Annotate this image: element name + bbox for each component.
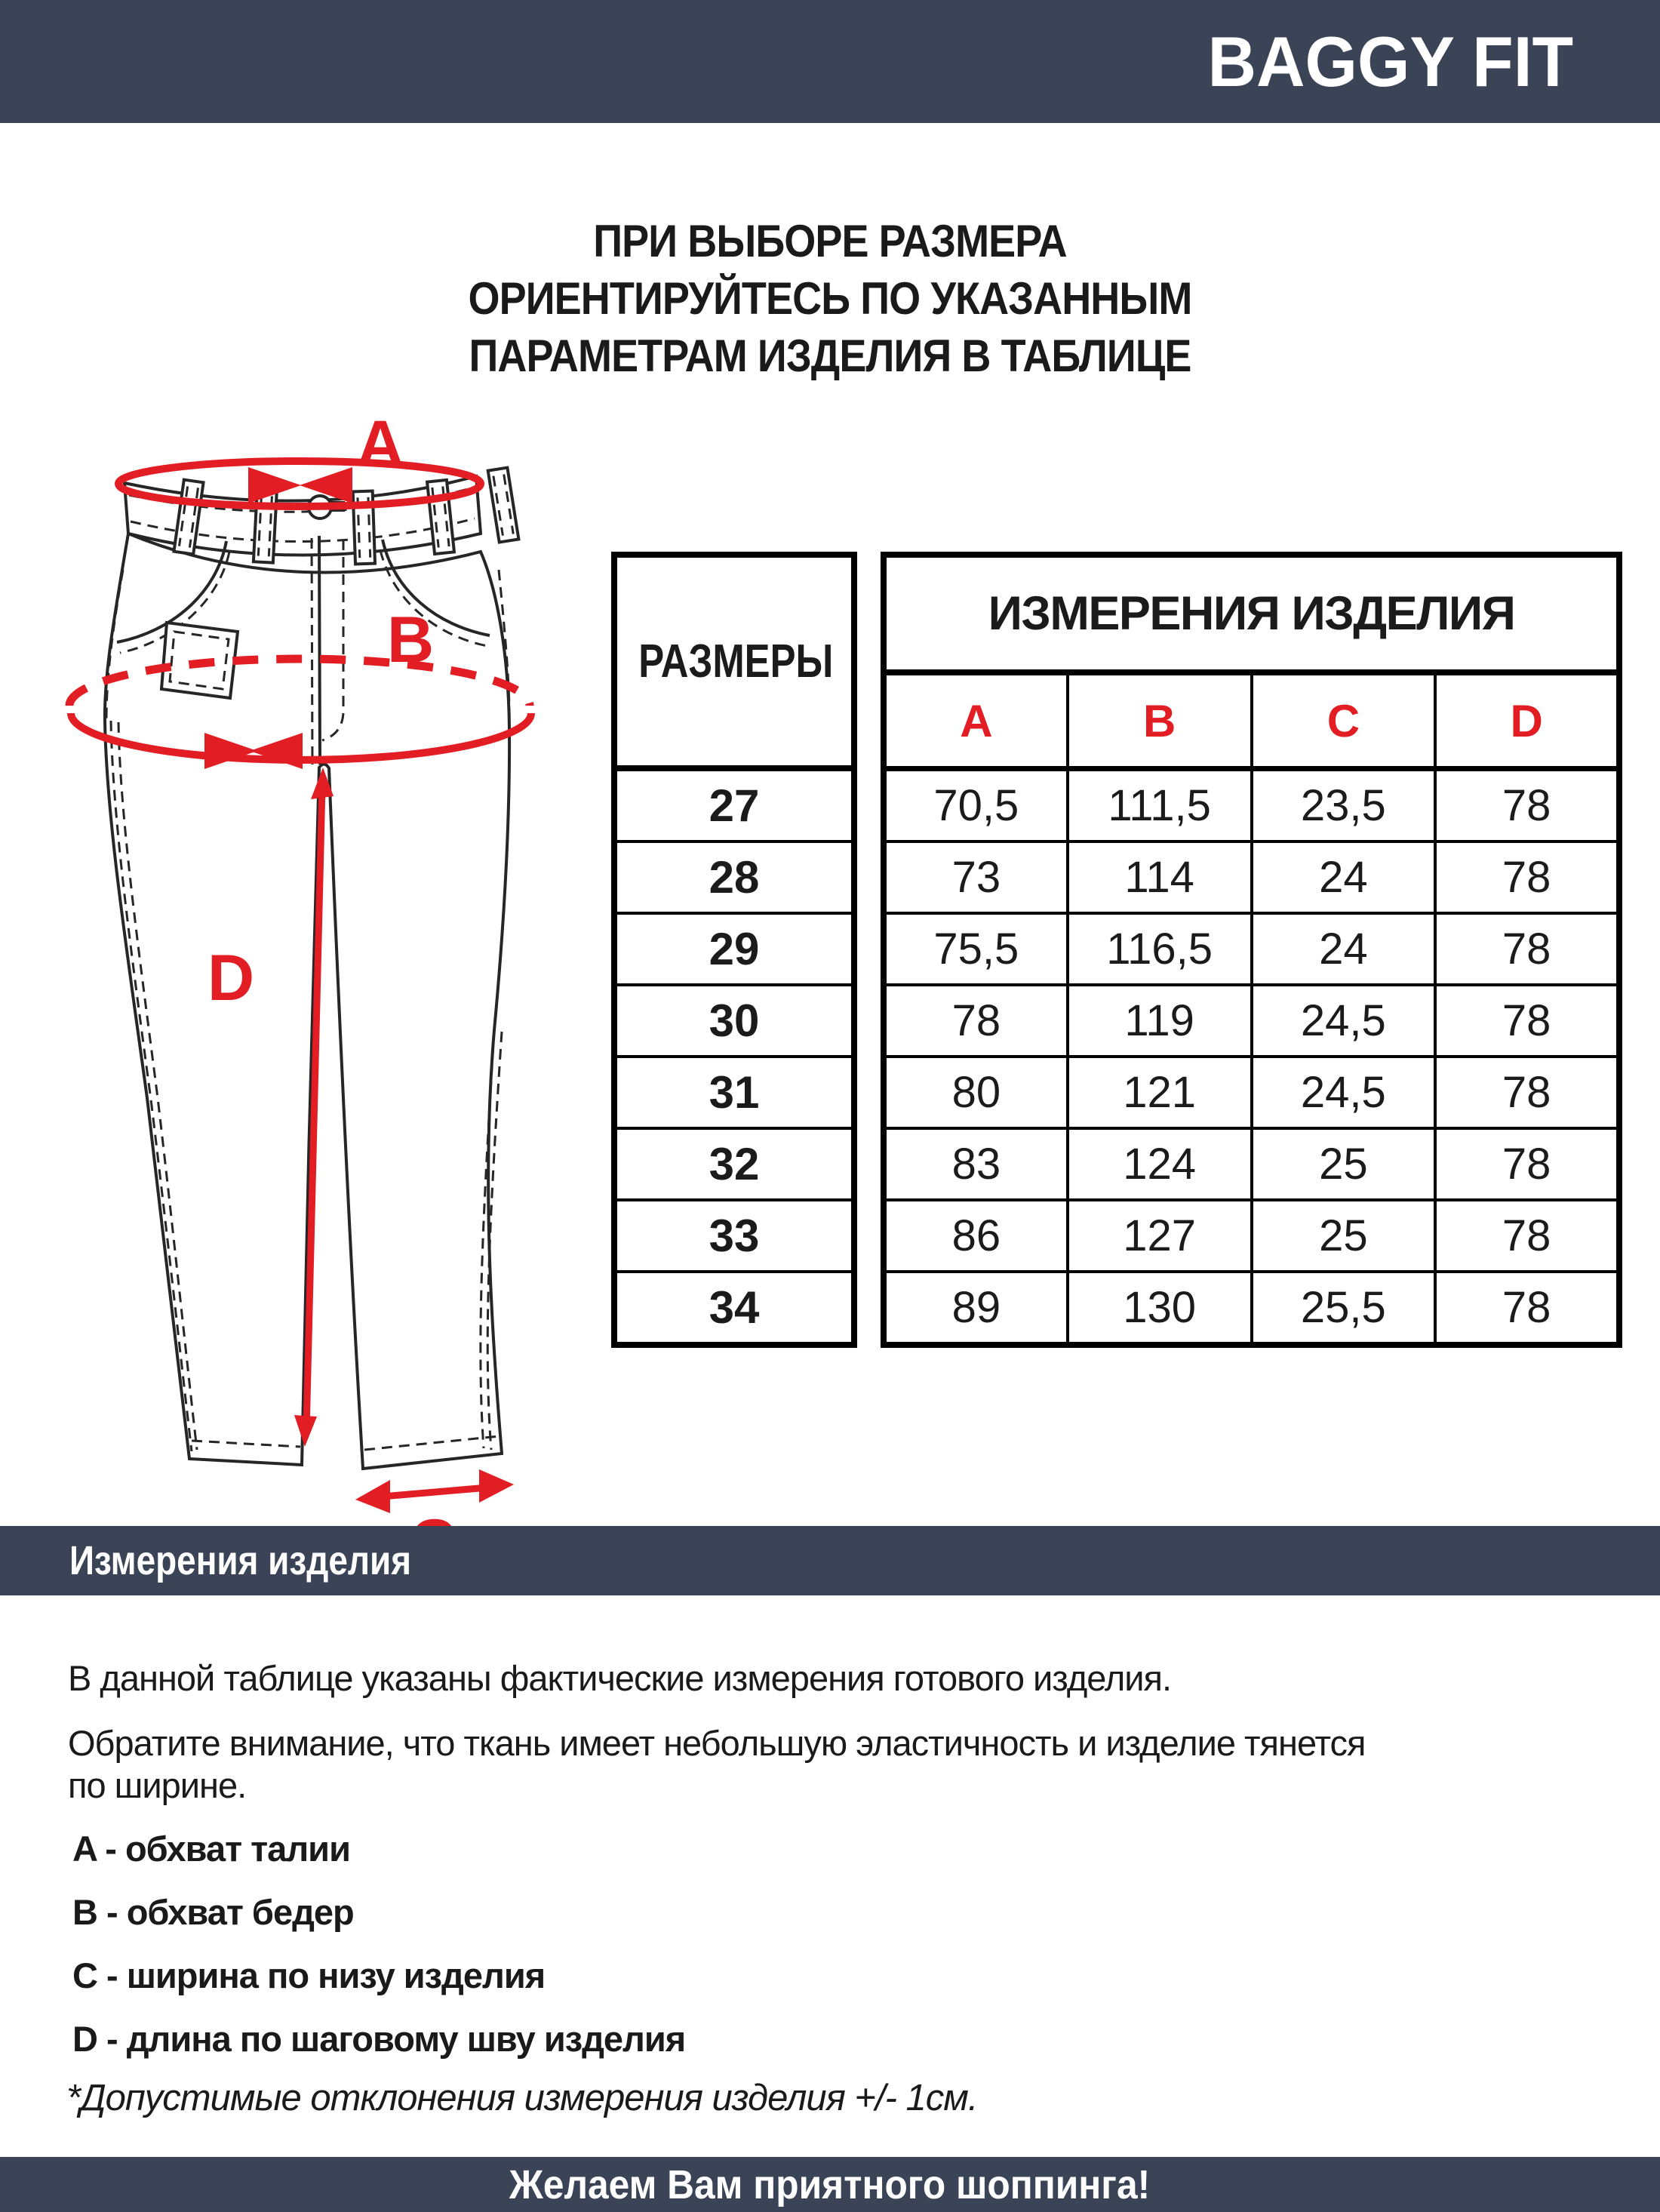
measures-header-row	[884, 555, 1619, 672]
measure-cell-d: 78	[1435, 841, 1619, 913]
measure-cell-c: 25,5	[1252, 1272, 1436, 1345]
measure-row	[884, 841, 1619, 913]
measure-cell-b: 121	[1068, 1057, 1252, 1128]
description-text	[68, 1657, 1366, 1807]
measure-label-a: A	[357, 408, 404, 480]
measure-cell-d: 78	[1435, 1128, 1619, 1200]
measure-label-b: B	[387, 604, 435, 676]
measure-row	[884, 1128, 1619, 1200]
section-title: Измерения изделия	[69, 1538, 412, 1583]
measure-cell-a: 83	[884, 1128, 1068, 1200]
size-row	[614, 1057, 854, 1128]
column-header-b: B	[1068, 672, 1252, 769]
size-row	[614, 1272, 854, 1345]
legend-item-a: A - обхват талии	[72, 1829, 350, 1869]
legend-item-d: D - длина по шаговому шву изделия	[72, 2019, 686, 2059]
measure-cell-d: 78	[1435, 1200, 1619, 1272]
measure-cell-b: 127	[1068, 1200, 1252, 1272]
size-cell: 31	[614, 1057, 854, 1128]
measure-cell-a: 80	[884, 1057, 1068, 1128]
size-row	[614, 985, 854, 1057]
measure-cell-d: 78	[1435, 985, 1619, 1057]
size-cell: 27	[614, 768, 854, 841]
column-header-c: C	[1252, 672, 1436, 769]
description-line-2: Обратите внимание, что ткань имеет небольшую эластичность и изделие тянется	[68, 1723, 1366, 1763]
sizes-header-row	[614, 555, 854, 768]
legend-item-c: C - ширина по низу изделия	[72, 1955, 546, 1995]
measures-table-body	[884, 769, 1619, 1346]
measure-cell-c: 25	[1252, 1200, 1436, 1272]
size-cell: 30	[614, 985, 854, 1057]
description-line-1: В данной таблице указаны фактические измерения готового изделия.	[68, 1658, 1172, 1698]
sizes-header-cell: РАЗМЕРЫ	[614, 555, 854, 768]
measure-cell-c: 24,5	[1252, 985, 1436, 1057]
sizes-table	[611, 552, 857, 1348]
intro-line-1: ПРИ ВЫБОРЕ РАЗМЕРА	[593, 216, 1067, 266]
size-row	[614, 841, 854, 913]
measure-cell-a: 86	[884, 1200, 1068, 1272]
measure-cell-b: 111,5	[1068, 769, 1252, 842]
measure-cell-d: 78	[1435, 1057, 1619, 1128]
measure-cell-c: 24	[1252, 913, 1436, 985]
measures-header-cell: ИЗМЕРЕНИЯ ИЗДЕЛИЯ	[884, 555, 1619, 672]
measure-cell-c: 24	[1252, 841, 1436, 913]
legend-item-b: B - обхват бедер	[72, 1892, 354, 1932]
measures-table	[881, 552, 1622, 1348]
column-header-d: D	[1435, 672, 1619, 769]
size-row	[614, 1128, 854, 1200]
measure-row	[884, 1272, 1619, 1345]
size-row	[614, 913, 854, 985]
measure-row	[884, 769, 1619, 842]
size-cell: 29	[614, 913, 854, 985]
size-row	[614, 768, 854, 841]
size-cell: 32	[614, 1128, 854, 1200]
measure-cell-d: 78	[1435, 769, 1619, 842]
sizes-table-body	[614, 768, 854, 1345]
measure-cell-a: 89	[884, 1272, 1068, 1345]
measurement-legend	[72, 1817, 685, 2071]
description-line-3: по ширине.	[68, 1765, 247, 1805]
measure-cell-b: 116,5	[1068, 913, 1252, 985]
measure-row	[884, 1200, 1619, 1272]
measure-cell-a: 78	[884, 985, 1068, 1057]
footer-bar	[0, 2157, 1660, 2212]
measure-cell-c: 24,5	[1252, 1057, 1436, 1128]
intro-line-2: ОРИЕНТИРУЙТЕСЬ ПО УКАЗАННЫМ	[468, 273, 1192, 324]
measure-cell-a: 75,5	[884, 913, 1068, 985]
size-cell: 33	[614, 1200, 854, 1272]
measure-cell-b: 130	[1068, 1272, 1252, 1345]
measure-cell-b: 124	[1068, 1128, 1252, 1200]
measure-row	[884, 913, 1619, 985]
intro-line-3: ПАРАМЕТРАМ ИЗДЕЛИЯ В ТАБЛИЦЕ	[469, 331, 1191, 381]
brand-title: BAGGY FIT	[1207, 21, 1573, 101]
section-title-bar	[0, 1526, 1660, 1595]
measures-columns-row	[884, 672, 1619, 769]
measure-cell-b: 119	[1068, 985, 1252, 1057]
measure-cell-c: 25	[1252, 1128, 1436, 1200]
measure-cell-a: 73	[884, 841, 1068, 913]
header-bar	[0, 0, 1660, 123]
column-header-a: A	[884, 672, 1068, 769]
jeans-diagram	[57, 396, 562, 1574]
belt-loop	[488, 468, 519, 543]
measure-cell-b: 114	[1068, 841, 1252, 913]
measure-cell-d: 78	[1435, 913, 1619, 985]
tolerance-note: *Допустимые отклонения измерения изделия +/- 1см.	[66, 2078, 978, 2118]
measure-cell-a: 70,5	[884, 769, 1068, 842]
size-cell: 34	[614, 1272, 854, 1345]
measure-c-arrow	[383, 1487, 488, 1497]
measure-row	[884, 1057, 1619, 1128]
intro-heading	[0, 213, 1660, 385]
size-row	[614, 1200, 854, 1272]
footer-message: Желаем Вам приятного шоппинга!	[509, 2161, 1151, 2207]
size-cell: 28	[614, 841, 854, 913]
measure-cell-c: 23,5	[1252, 769, 1436, 842]
center-front-seam	[319, 536, 320, 765]
measure-row	[884, 985, 1619, 1057]
measure-label-d: D	[208, 942, 255, 1014]
measure-cell-d: 78	[1435, 1272, 1619, 1345]
